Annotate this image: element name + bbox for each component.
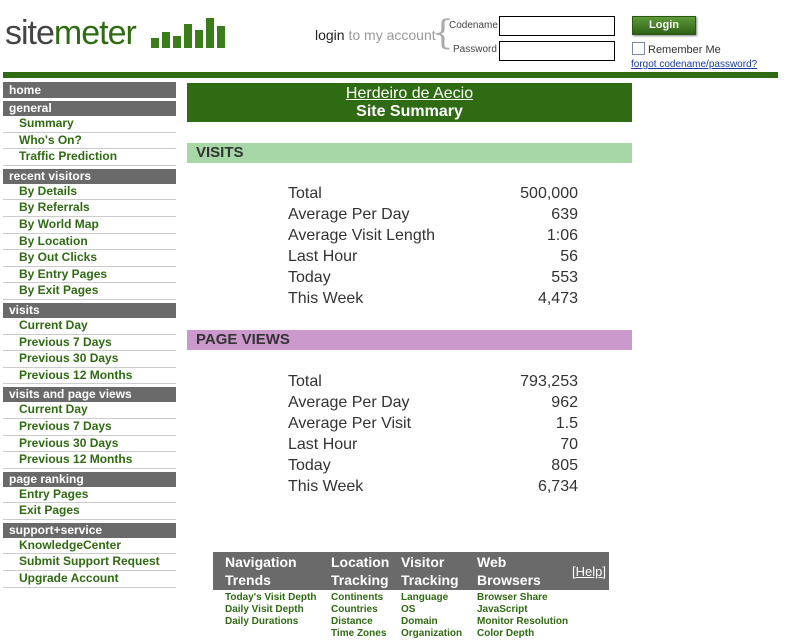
brace-icon: { bbox=[432, 13, 454, 53]
sidebar-item-submit-support-request[interactable]: Submit Support Request bbox=[3, 554, 176, 571]
remember-me-label: Remember Me bbox=[648, 44, 721, 56]
sidebar-item-upgrade-account[interactable]: Upgrade Account bbox=[3, 571, 176, 588]
stat-label: Total bbox=[288, 185, 322, 202]
stat-row bbox=[288, 246, 578, 267]
stat-row bbox=[288, 267, 578, 288]
sidebar-section-recent-visitors: recent visitors bbox=[3, 169, 176, 184]
login-button[interactable]: Login bbox=[632, 16, 696, 35]
password-label: Password bbox=[453, 44, 497, 55]
sidebar-item-whos-on[interactable]: Who's On? bbox=[3, 133, 176, 150]
sidebar bbox=[3, 82, 176, 588]
stat-row bbox=[288, 455, 578, 476]
nav-link-organization[interactable]: Organization bbox=[401, 628, 463, 639]
sidebar-home[interactable]: home bbox=[3, 82, 176, 98]
stat-row bbox=[288, 204, 578, 225]
nav-link-domain[interactable]: Domain bbox=[401, 616, 438, 627]
nav-link-monitor-resolution[interactable]: Monitor Resolution bbox=[477, 616, 569, 627]
sidebar-item-by-details[interactable]: By Details bbox=[3, 184, 176, 201]
nav-link-time-zones[interactable]: Time Zones bbox=[331, 628, 387, 639]
site-name-link[interactable]: Herdeiro de Aecio bbox=[345, 85, 474, 102]
sidebar-item-visits-previous-12-months[interactable]: Previous 12 Months bbox=[3, 368, 176, 385]
password-input[interactable] bbox=[499, 41, 615, 61]
nav-link-distance[interactable]: Distance bbox=[331, 616, 373, 627]
sidebar-item-vpv-previous-12-months[interactable]: Previous 12 Months bbox=[3, 452, 176, 469]
stat-row bbox=[288, 434, 578, 455]
nav-link-continents[interactable]: Continents bbox=[331, 592, 384, 603]
forgot-password-link[interactable]: forgot codename/password? bbox=[631, 59, 758, 70]
nav-links-navigation-trends bbox=[225, 592, 316, 628]
sidebar-item-by-exit-pages[interactable]: By Exit Pages bbox=[3, 283, 176, 300]
nav-heading-location-tracking[interactable]: Location Tracking bbox=[331, 554, 390, 588]
stat-label: Today bbox=[288, 269, 331, 286]
logo-text-meter: meter bbox=[53, 14, 136, 52]
visits-table bbox=[288, 183, 578, 309]
sidebar-item-visits-previous-30-days[interactable]: Previous 30 Days bbox=[3, 351, 176, 368]
stat-label: Last Hour bbox=[288, 248, 358, 265]
stat-label: Average Per Day bbox=[288, 394, 410, 411]
stat-value: 1:06 bbox=[546, 227, 578, 244]
sidebar-item-visits-previous-7-days[interactable]: Previous 7 Days bbox=[3, 335, 176, 352]
nav-heading-web-browsers[interactable]: Web Browsers bbox=[477, 554, 541, 588]
site-title-box bbox=[187, 83, 632, 122]
stat-row bbox=[288, 183, 578, 204]
nav-links-visitor-tracking bbox=[401, 592, 462, 640]
visits-heading: VISITS bbox=[187, 143, 632, 163]
nav-link-daily-durations[interactable]: Daily Durations bbox=[225, 616, 299, 627]
sidebar-item-visits-current-day[interactable]: Current Day bbox=[3, 318, 176, 335]
sidebar-item-by-location[interactable]: By Location bbox=[3, 234, 176, 251]
page-title: Site Summary bbox=[356, 103, 463, 120]
stat-row bbox=[288, 392, 578, 413]
stat-row bbox=[288, 225, 578, 246]
nav-link-color-depth[interactable]: Color Depth bbox=[477, 628, 535, 639]
stat-value: 4,473 bbox=[537, 290, 578, 307]
sidebar-item-by-world-map[interactable]: By World Map bbox=[3, 217, 176, 234]
logo-text-site: site bbox=[5, 14, 54, 52]
sidebar-item-entry-pages[interactable]: Entry Pages bbox=[3, 487, 176, 504]
help-link[interactable]: [Help] bbox=[572, 564, 606, 579]
header-divider bbox=[3, 72, 778, 78]
nav-link-javascript[interactable]: JavaScript bbox=[477, 604, 528, 615]
sidebar-item-traffic-prediction[interactable]: Traffic Prediction bbox=[3, 149, 176, 166]
stat-label: Average Per Visit bbox=[288, 415, 412, 432]
nav-links-location-tracking bbox=[331, 592, 386, 640]
report-nav-bar bbox=[213, 552, 609, 590]
sidebar-item-by-out-clicks[interactable]: By Out Clicks bbox=[3, 250, 176, 267]
sidebar-item-by-referrals[interactable]: By Referrals bbox=[3, 200, 176, 217]
stat-value: 70 bbox=[560, 436, 578, 453]
page-views-heading: PAGE VIEWS bbox=[187, 330, 632, 350]
nav-link-countries[interactable]: Countries bbox=[331, 604, 378, 615]
sidebar-section-visits: visits bbox=[3, 303, 176, 318]
sidebar-item-by-entry-pages[interactable]: By Entry Pages bbox=[3, 267, 176, 284]
checkbox-icon[interactable] bbox=[632, 42, 645, 55]
page-views-table bbox=[288, 371, 578, 497]
stat-label: This Week bbox=[288, 290, 364, 307]
sidebar-item-vpv-previous-7-days[interactable]: Previous 7 Days bbox=[3, 419, 176, 436]
codename-label: Codename bbox=[449, 20, 498, 31]
sidebar-item-vpv-current-day[interactable]: Current Day bbox=[3, 402, 176, 419]
stat-value: 56 bbox=[560, 248, 578, 265]
nav-link-daily-visit-depth[interactable]: Daily Visit Depth bbox=[225, 604, 304, 615]
nav-heading-visitor-tracking[interactable]: Visitor Tracking bbox=[401, 554, 459, 588]
stat-row bbox=[288, 371, 578, 392]
stat-label: Last Hour bbox=[288, 436, 358, 453]
sidebar-item-exit-pages[interactable]: Exit Pages bbox=[3, 503, 176, 520]
sidebar-item-vpv-previous-30-days[interactable]: Previous 30 Days bbox=[3, 436, 176, 453]
remember-me-checkbox[interactable] bbox=[632, 42, 721, 56]
sidebar-section-visits-and-page-views: visits and page views bbox=[3, 387, 176, 402]
stat-row bbox=[288, 476, 578, 497]
sidebar-section-page-ranking: page ranking bbox=[3, 472, 176, 487]
nav-heading-navigation-trends[interactable]: Navigation Trends bbox=[225, 554, 297, 588]
sidebar-section-support-service: support+service bbox=[3, 523, 176, 538]
stat-value: 553 bbox=[551, 269, 578, 286]
stat-label: Today bbox=[288, 457, 331, 474]
stat-value: 1.5 bbox=[555, 415, 578, 432]
stat-value: 793,253 bbox=[520, 373, 578, 390]
stat-row bbox=[288, 288, 578, 309]
sidebar-section-general: general bbox=[3, 101, 176, 116]
nav-links-web-browsers bbox=[477, 592, 568, 640]
stat-label: Total bbox=[288, 373, 322, 390]
login-prompt: login to my account bbox=[315, 27, 436, 43]
logo-bars-icon bbox=[151, 16, 229, 48]
stat-label: Average Visit Length bbox=[288, 227, 436, 244]
nav-link-todays-visit-depth[interactable]: Today's Visit Depth bbox=[225, 592, 317, 603]
stat-value: 639 bbox=[551, 206, 578, 223]
stat-row bbox=[288, 413, 578, 434]
sidebar-item-summary[interactable]: Summary bbox=[3, 116, 176, 133]
stat-value: 962 bbox=[551, 394, 578, 411]
stat-value: 6,734 bbox=[537, 478, 578, 495]
stat-value: 805 bbox=[551, 457, 578, 474]
nav-link-language[interactable]: Language bbox=[401, 592, 449, 603]
stat-value: 500,000 bbox=[520, 185, 578, 202]
codename-input[interactable] bbox=[499, 16, 615, 36]
stat-label: This Week bbox=[288, 478, 364, 495]
nav-link-os[interactable]: OS bbox=[401, 604, 416, 615]
nav-link-browser-share[interactable]: Browser Share bbox=[477, 592, 548, 603]
sidebar-item-knowledgecenter[interactable]: KnowledgeCenter bbox=[3, 538, 176, 555]
stat-label: Average Per Day bbox=[288, 206, 410, 223]
